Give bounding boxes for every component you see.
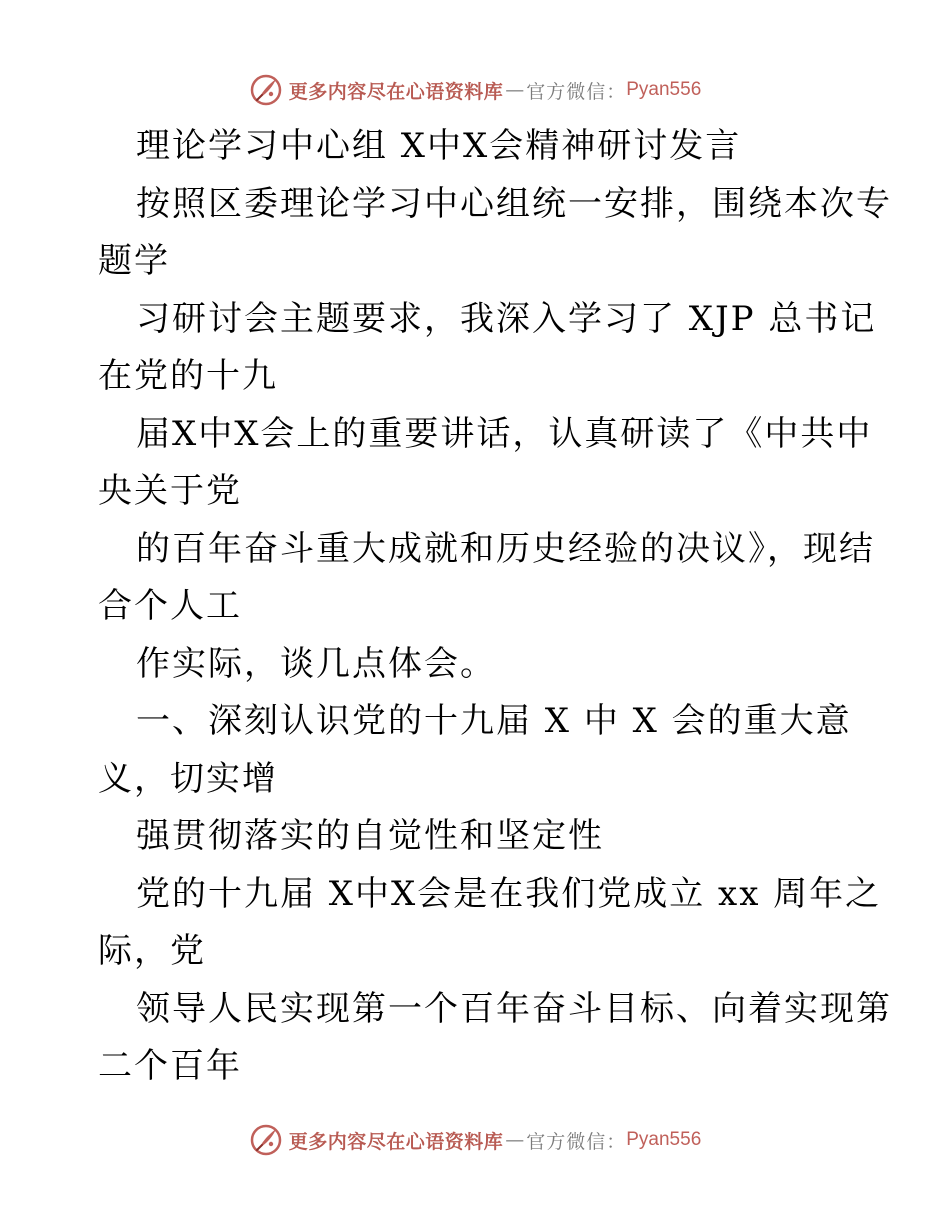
- document-line: 届X中X会上的重要讲话，认真研读了《中共中: [136, 413, 873, 454]
- document-line: 义，切实增: [98, 758, 278, 799]
- watermark-wechat-id: Pyan556: [626, 1129, 702, 1150]
- watermark-separator: —: [505, 1129, 525, 1151]
- watermark-banner-top: [0, 70, 950, 110]
- document-line: 际，党: [98, 931, 206, 971]
- document-line: 题学: [98, 241, 170, 281]
- watermark-wechat-label: 官方微信：: [526, 80, 627, 103]
- document-line: 作实际，谈几点体会。: [136, 643, 496, 684]
- document-line: 强贯彻落实的自觉性和坚定性: [136, 816, 604, 856]
- document-line: 的百年奋斗重大成就和历史经验的决议》，现结: [136, 528, 875, 569]
- document-line: 一、深刻认识党的十九届 X 中 X 会的重大意: [136, 701, 852, 741]
- document-body: [98, 118, 892, 1096]
- document-line: 合个人工: [98, 586, 242, 626]
- document-line: 在党的十九: [98, 356, 278, 396]
- watermark-brand-text: 更多内容尽在心语资料库: [288, 1130, 504, 1153]
- watermark-wechat-id: Pyan556: [626, 79, 702, 100]
- document-line: 按照区委理论学习中心组统一安排，围绕本次专: [136, 183, 892, 224]
- quill-seal-icon: [249, 1123, 283, 1157]
- document-line: 党的十九届 X中X会是在我们党成立 xx 周年之: [136, 873, 882, 914]
- document-line: 理论学习中心组 X中X会精神研讨发言: [136, 126, 742, 166]
- quill-seal-icon: [249, 73, 283, 107]
- document-line: 领导人民实现第一个百年奋斗目标、向着实现第: [136, 988, 892, 1029]
- watermark-wechat-label: 官方微信：: [526, 1130, 627, 1153]
- watermark-banner-bottom: [0, 1120, 950, 1160]
- watermark-separator: —: [505, 79, 525, 101]
- document-line: 二个百年: [98, 1046, 242, 1086]
- watermark-brand-text: 更多内容尽在心语资料库: [288, 80, 504, 103]
- document-line: 习研讨会主题要求，我深入学习了 XJP 总书记: [136, 298, 877, 339]
- document-line: 央关于党: [98, 471, 242, 511]
